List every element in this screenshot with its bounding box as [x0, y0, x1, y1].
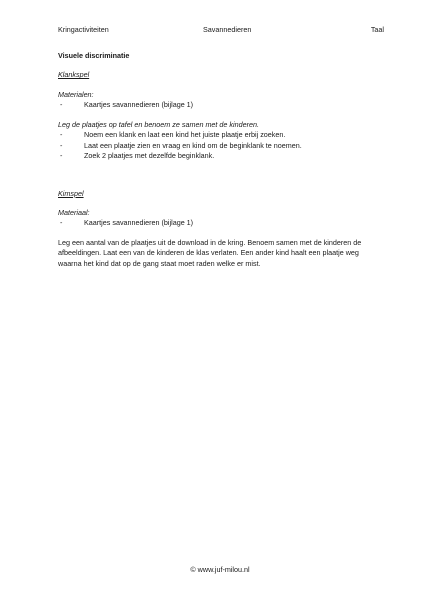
kimspel-materials-label: Materiaal:	[58, 207, 90, 217]
dash-bullet: -	[60, 130, 63, 140]
document-body	[58, 51, 384, 269]
klankspel-steps-list	[58, 130, 384, 161]
header-right: Taal	[370, 25, 384, 34]
kimspel-materials-list	[58, 218, 384, 228]
document-title: Visuele discriminatie	[58, 51, 130, 60]
page-footer: © www.juf-milou.nl	[190, 565, 250, 574]
klankspel-materials-list	[58, 100, 384, 110]
dash-bullet: -	[60, 140, 63, 150]
klankspel-instruction: Leg de plaatjes op tafel en benoem ze samen met de kinderen.	[58, 119, 259, 129]
list-item-text: Zoek 2 plaatjes met dezelfde beginklank.	[84, 151, 215, 161]
header-left: Kringactiviteiten	[58, 25, 109, 34]
kimspel-section	[58, 189, 384, 270]
list-item	[58, 100, 384, 110]
list-item-text: Kaartjes savannedieren (bijlage 1)	[84, 100, 194, 110]
dash-bullet: -	[60, 218, 63, 228]
dash-bullet: -	[60, 151, 63, 161]
page-header	[58, 25, 384, 37]
klankspel-materials-label: Materialen:	[58, 89, 94, 99]
kimspel-paragraph: Leg een aantal van de plaatjes uit de download in de kring. Benoem samen met de kinderen de afbeeldingen. Laat een van de kinderen de klas verlaten. Een ander kind haalt een plaatje weg waarna het kind dat op de gang staat moet raden welke er mist.	[58, 237, 362, 268]
klankspel-section	[58, 70, 384, 161]
list-item	[58, 130, 384, 140]
list-item-text: Noem een klank en laat een kind het juiste plaatje erbij zoeken.	[84, 130, 286, 140]
klankspel-heading: Klankspel	[58, 70, 90, 80]
list-item	[58, 141, 384, 151]
kimspel-heading: Kimspel	[58, 188, 84, 198]
dash-bullet: -	[60, 100, 63, 110]
list-item	[58, 151, 384, 161]
header-center: Savannedieren	[203, 25, 252, 34]
list-item-text: Kaartjes savannedieren (bijlage 1)	[84, 218, 194, 228]
list-item-text: Laat een plaatje zien en vraag en kind om de beginklank te noemen.	[84, 140, 302, 150]
list-item	[58, 218, 384, 228]
